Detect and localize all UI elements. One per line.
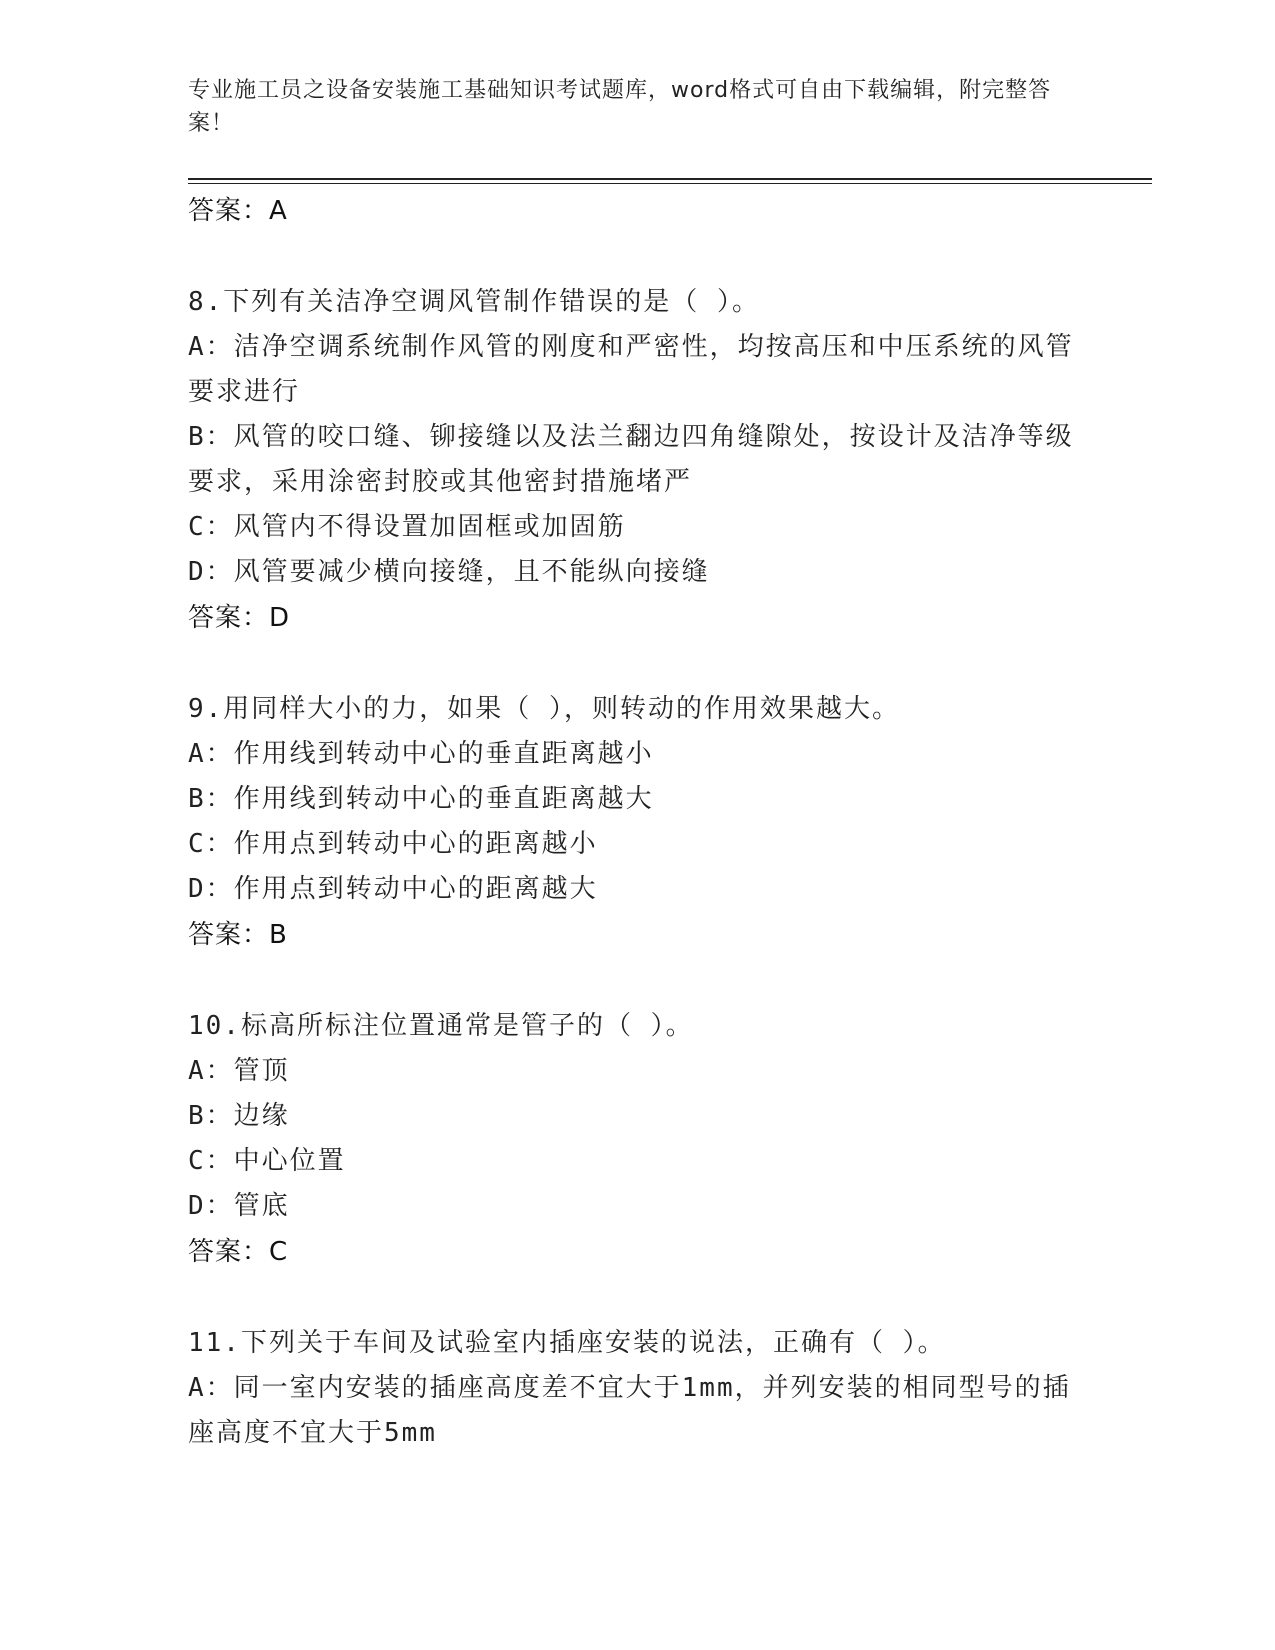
answer-label: 答案： xyxy=(188,196,270,226)
spacer xyxy=(188,958,1088,1004)
spacer xyxy=(188,234,1088,280)
option-b: B：作用线到转动中心的垂直距离越大 xyxy=(188,784,654,814)
answer-value: D xyxy=(269,603,291,633)
option-d: D：管底 xyxy=(188,1191,290,1221)
answer-label: 答案： xyxy=(188,603,270,633)
spacer xyxy=(188,641,1088,687)
option-a: A：同一室内安装的插座高度差不宜大于1mm，并列安装的相同型号的插座高度不宜大于5mm xyxy=(188,1373,1071,1448)
option-d: D：作用点到转动中心的距离越大 xyxy=(188,874,598,904)
answer-value: C xyxy=(269,1237,289,1267)
header-divider-thin xyxy=(188,183,1152,184)
question-stem: 10.标高所标注位置通常是管子的（ ）。 xyxy=(188,1011,694,1041)
option-a: A：作用线到转动中心的垂直距离越小 xyxy=(188,739,654,769)
answer-line xyxy=(188,188,1088,234)
document-content xyxy=(188,188,1088,1456)
question-8 xyxy=(188,280,1088,641)
option-b: B：风管的咬口缝、铆接缝以及法兰翻边四角缝隙处，按设计及洁净等级要求，采用涂密封胶或其他密封措施堵严 xyxy=(188,422,1074,497)
answer-line xyxy=(188,912,1088,958)
option-a: A：管顶 xyxy=(188,1056,290,1086)
answer-value: B xyxy=(269,920,288,950)
answer-label: 答案： xyxy=(188,920,270,950)
question-9 xyxy=(188,687,1088,958)
answer-label: 答案： xyxy=(188,1237,270,1267)
question-11 xyxy=(188,1321,1088,1456)
header-divider-thick xyxy=(188,178,1152,180)
answer-line xyxy=(188,1229,1088,1275)
spacer xyxy=(188,1275,1088,1321)
answer-line xyxy=(188,595,1088,641)
option-c: C：中心位置 xyxy=(188,1146,346,1176)
option-b: B：边缘 xyxy=(188,1101,290,1131)
document-header: 专业施工员之设备安装施工基础知识考试题库，word格式可自由下载编辑，附完整答案！ xyxy=(188,78,1052,136)
question-stem: 8.下列有关洁净空调风管制作错误的是（ ）。 xyxy=(188,287,760,317)
option-c: C：作用点到转动中心的距离越小 xyxy=(188,829,598,859)
question-stem: 9.用同样大小的力，如果（ ），则转动的作用效果越大。 xyxy=(188,694,900,724)
option-a: A：洁净空调系统制作风管的刚度和严密性，均按高压和中压系统的风管要求进行 xyxy=(188,332,1074,407)
answer-value: A xyxy=(269,196,288,226)
option-d: D：风管要减少横向接缝，且不能纵向接缝 xyxy=(188,557,710,587)
question-stem: 11.下列关于车间及试验室内插座安装的说法，正确有（ ）。 xyxy=(188,1328,946,1358)
option-c: C：风管内不得设置加固框或加固筋 xyxy=(188,512,626,542)
question-10 xyxy=(188,1004,1088,1275)
